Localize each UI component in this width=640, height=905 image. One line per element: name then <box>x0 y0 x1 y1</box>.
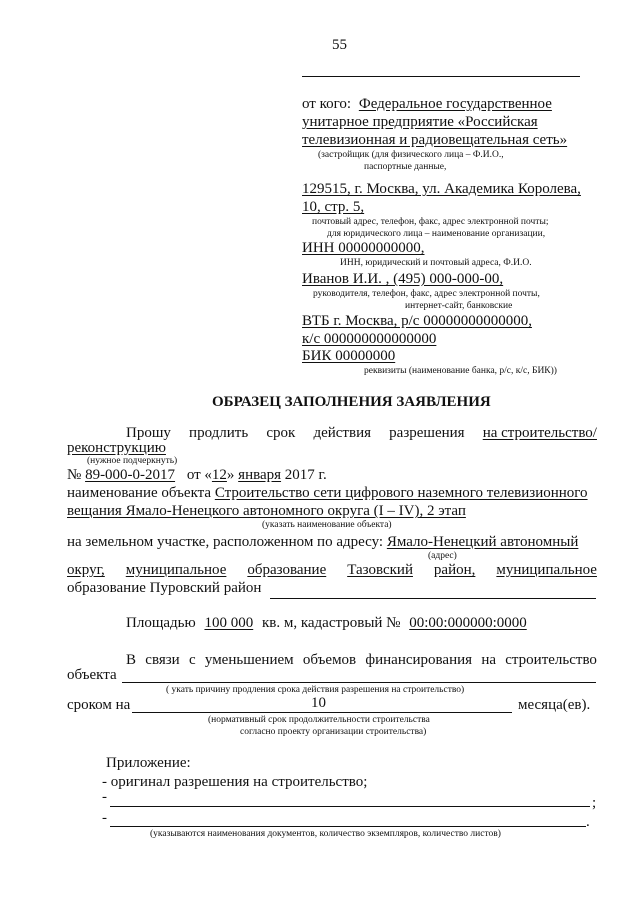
hint-address: почтовый адрес, телефон, факс, адрес электронной почты; <box>312 217 549 227</box>
hint-address-label: (адрес) <box>428 551 457 561</box>
hint-org: для юридического лица – наименование организации, <box>327 229 546 239</box>
reason-line-1 <box>126 652 597 669</box>
permit-day: 12 <box>211 467 227 483</box>
word-stroitelstvo: на строительство/ <box>482 425 597 441</box>
reason-word-7: на <box>481 652 496 668</box>
hint-website: интернет-сайт, банковские <box>405 301 513 311</box>
addr-word-municipal-2: муниципальное <box>496 562 597 578</box>
permit-month: января <box>238 467 282 483</box>
land-address-3: образование Пуровский район <box>67 580 262 596</box>
bank-line-1: ВТБ г. Москва, р/с 00000000000000, <box>302 313 532 329</box>
hint-head: руководителя, телефон, факс, адрес электронной почты, <box>313 289 540 299</box>
attachment-period: . <box>586 814 590 830</box>
area-label: Площадью <box>126 615 196 631</box>
request-line-1 <box>126 425 597 442</box>
word-srok: срок <box>266 425 296 441</box>
attachment-dash-1: - <box>102 789 107 805</box>
area-line <box>126 615 527 632</box>
land-label: на земельном участке, расположенном по адресу: <box>67 534 387 550</box>
hint-reason: ( укать причину продления срока действия разрешения на строительство) <box>166 685 465 695</box>
attachment-rule-2 <box>110 826 586 827</box>
bank-line-2: к/с 000000000000000 <box>302 331 437 347</box>
from-label: от кого: <box>302 96 352 112</box>
attachments-title: Приложение: <box>106 755 191 771</box>
org-name-1: Федеральное государственное <box>358 96 552 112</box>
attachment-item-1: - оригинал разрешения на строительство; <box>102 774 368 790</box>
hint-inn: ИНН, юридический и почтовый адреса, Ф.И.О. <box>340 258 532 268</box>
addr-word-rayon: район, <box>433 562 476 578</box>
reason-word-4: уменьшением <box>204 652 294 668</box>
page-number: 55 <box>332 37 347 53</box>
hint-object: (указать наименование объекта) <box>262 520 392 530</box>
document-title: ОБРАЗЕЦ ЗАПОЛНЕНИЯ ЗАЯВЛЕНИЯ <box>212 394 491 410</box>
word-deystviya: действия <box>313 425 371 441</box>
address-line-2: 10, стр. 5, <box>302 199 365 215</box>
cadastral-number: 00:00:000000:0000 <box>409 615 527 631</box>
hint-attachments: (указываются наименования документов, количество экземпляров, количество листов) <box>150 829 501 839</box>
reason-word-8: строительство <box>505 652 597 668</box>
date-from: от « <box>183 467 212 483</box>
object-name-1: Строительство сети цифрового наземного телевизионного <box>214 485 588 501</box>
addr-word-okrug: округ, <box>67 562 105 578</box>
number-prefix: № <box>67 467 86 483</box>
reason-object: объекта <box>67 667 117 683</box>
object-line-1 <box>67 485 588 502</box>
term-label: сроком на <box>67 697 131 713</box>
reason-rule <box>122 682 596 683</box>
term-unit: месяца(ев). <box>518 697 591 713</box>
word-prodlit: продлить <box>189 425 249 441</box>
reason-word-1: В <box>126 652 137 668</box>
bank-line-3: БИК 00000000 <box>302 348 396 364</box>
object-label: наименование объекта <box>67 485 215 501</box>
word-razresheniya: разрешения <box>389 425 465 441</box>
inn-value: ИНН 00000000000, <box>302 240 425 256</box>
term-rule <box>132 712 512 713</box>
hint-developer: (застройщик (для физического лица – Ф.И.О., <box>318 150 504 160</box>
area-value: 100 000 <box>204 615 254 631</box>
hint-bank: реквизиты (наименование банка, р/с, к/с, БИК)) <box>364 366 557 376</box>
land-address-2 <box>67 562 597 579</box>
addr-word-tazovsky: Тазовский <box>347 562 413 578</box>
land-address-1: Ямало-Ненецкий автономный <box>386 534 579 550</box>
hint-passport: паспортные данные, <box>364 162 447 172</box>
addr-word-municipal: муниципальное <box>125 562 227 578</box>
permit-year: 2017 г. <box>281 467 327 483</box>
from-line-1 <box>302 96 552 113</box>
attachment-dash-2: - <box>102 810 107 826</box>
head-contact: Иванов И.И. , (495) 000-000-00, <box>302 271 504 287</box>
hint-term-2: согласно проекту организации строительства) <box>240 727 427 737</box>
address-line-1: 129515, г. Москва, ул. Академика Королева, <box>302 181 581 197</box>
reason-word-6: финансирования <box>365 652 473 668</box>
term-value: 10 <box>311 695 326 711</box>
permit-number-line: № 89-000-0-2017 от «12» января 2017 г. <box>67 467 327 483</box>
reason-word-5: объемов <box>302 652 357 668</box>
org-name-3: телевизионная и радиовещательная сеть» <box>302 132 568 148</box>
reason-word-3: с <box>188 652 196 668</box>
attachment-rule-1 <box>110 806 590 807</box>
land-line-1 <box>67 534 578 551</box>
address-rule <box>270 598 596 599</box>
area-unit: кв. м, кадастровый № <box>261 615 401 631</box>
object-name-2: вещания Ямало-Ненецкого автономного округа (I – IV), 2 этап <box>67 503 466 519</box>
permit-number: 89-000-0-2017 <box>85 467 176 483</box>
reason-word-2: связи <box>145 652 180 668</box>
word-rekonstruktsiyu: реконструкцию <box>67 440 166 456</box>
top-rule <box>302 76 580 77</box>
hint-underline: (нужное подчеркнуть) <box>87 456 178 466</box>
hint-term-1: (нормативный срок продолжительности строительства <box>208 715 430 725</box>
word-proshu: Прошу <box>126 425 171 441</box>
org-name-2: унитарное предприятие «Российская <box>302 114 538 130</box>
addr-word-obrazovanie: образование <box>247 562 327 578</box>
attachment-semicolon: ; <box>592 795 597 811</box>
